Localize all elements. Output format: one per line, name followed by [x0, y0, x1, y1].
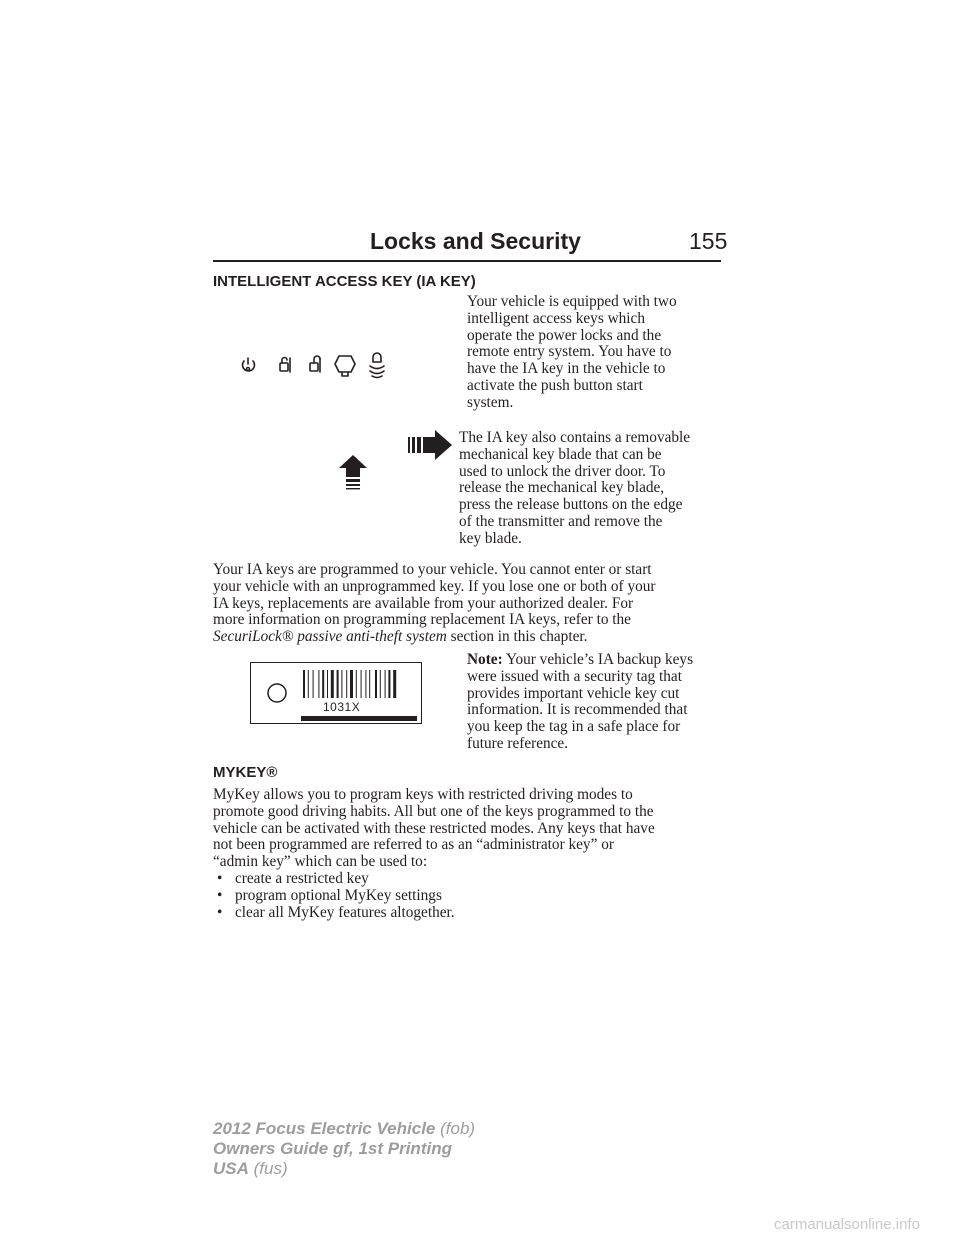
mykey-heading: MYKEY® — [213, 764, 278, 781]
mykey-paragraph: MyKey allows you to program keys with restricted driving modes to promote good driving habits. All but one of the keys programmed to the vehicle can be activated with these restricted modes. Any keys that have not been programmed are referred to as an “administrator key” or “admin key” which can be used to: • create a restricted key • program optional MyKey settings • clear all MyKey features altogether. — [213, 787, 655, 921]
key-fob-buttons-icon — [236, 352, 396, 382]
barcode-icon — [303, 670, 396, 698]
list-item: • create a restricted key — [213, 871, 655, 888]
header-divider — [213, 260, 721, 262]
arrow-up-icon — [338, 455, 368, 491]
note-label: Note: — [467, 651, 503, 668]
ia-key-intro-paragraph: Your vehicle is equipped with two intelligent access keys which operate the power locks and the remote entry system. You have to have the IA key in the vehicle to activate the push button start system. — [467, 293, 677, 411]
ia-key-blade-paragraph: The IA key also contains a removable mechanical key blade that can be used to unlock the driver door. To release the mechanical key blade, press the release buttons on the edge of the transmitter and remove the key blade. — [459, 429, 691, 547]
list-item: • program optional MyKey settings — [213, 888, 655, 905]
page-number: 155 — [689, 228, 728, 254]
securilock-reference: SecuriLock® passive anti-theft system — [213, 628, 447, 646]
mykey-bullet-list — [213, 871, 655, 921]
page-section-title: Locks and Security — [370, 228, 581, 254]
document-footer: 2012 Focus Electric Vehicle (fob) Owners Guide gf, 1st Printing USA (fus) — [213, 1119, 476, 1178]
watermark-link[interactable]: carmanualsonline.info — [774, 1216, 920, 1233]
security-tag-code: 1031X — [323, 700, 361, 714]
list-item: • clear all MyKey features altogether. — [213, 905, 655, 922]
arrow-right-icon — [408, 430, 452, 460]
ia-key-programming-paragraph: Your IA keys are programmed to your vehicle. You cannot enter or start your vehicle with an unprogrammed key. If you lose one or both of your IA keys, replacements are available from your authorized dealer. For more information on programming replacement IA keys, refer to the SecuriLock® passive anti-theft system section in this chapter. — [213, 561, 656, 646]
note-paragraph: Note: Your vehicle’s IA backup keys were issued with a security tag that provides important vehicle key cut information. It is recommended that you keep the tag in a safe place for future reference. — [467, 651, 694, 752]
security-tag-graphic — [251, 663, 421, 723]
ia-key-heading: INTELLIGENT ACCESS KEY (IA KEY) — [213, 273, 476, 290]
security-tag-illustration — [250, 662, 422, 724]
